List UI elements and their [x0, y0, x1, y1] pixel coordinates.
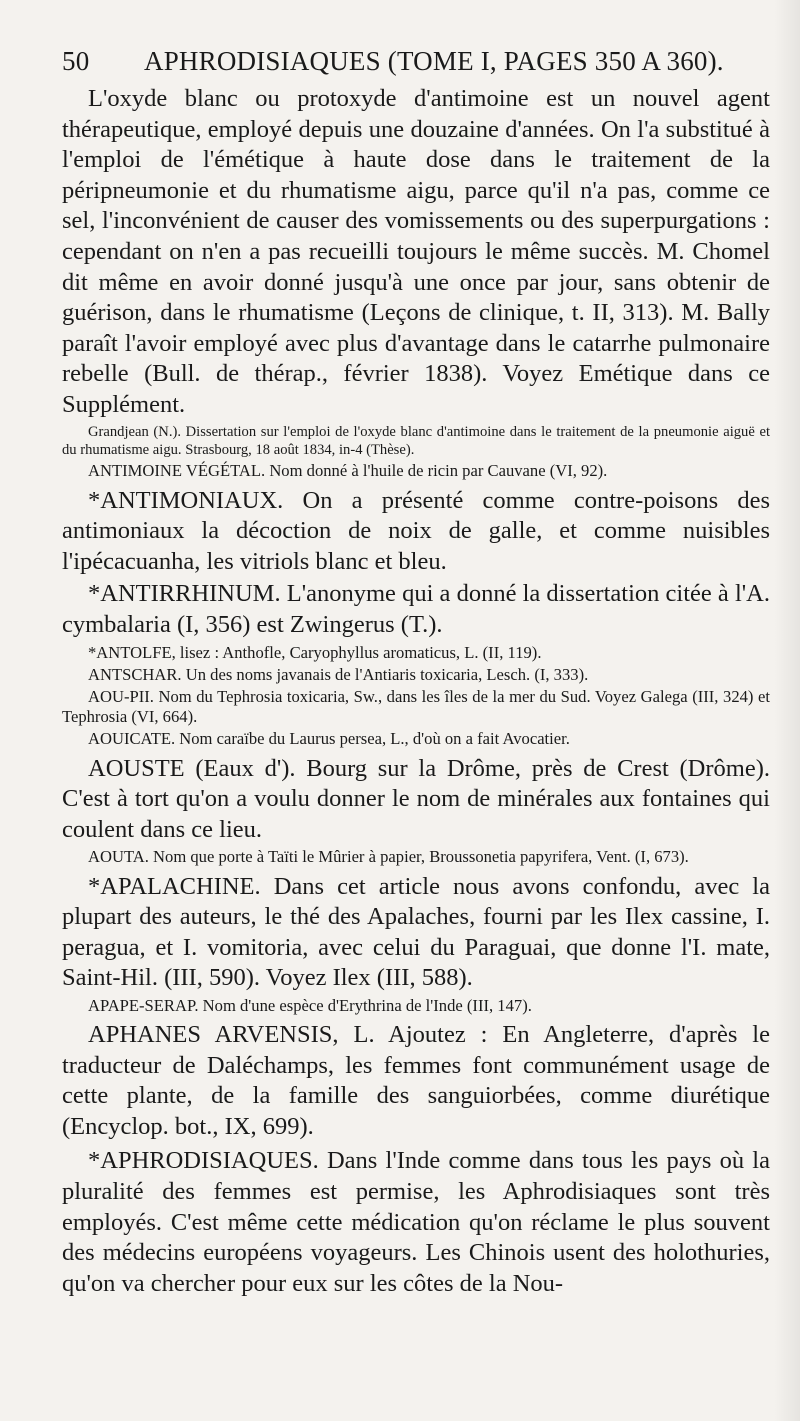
entry-aouicate: AOUICATE. Nom caraïbe du Laurus persea, L., d'où on a fait Avocatier.: [88, 729, 570, 749]
entry-aphrodisiaques: *APHRODISIAQUES. Dans l'Inde comme dans tous les pays où la pluralité des femmes est permise, les Aphrodisiaques sont très employés. C'est même cette médication qu'on réclame le plus souvent des médecins européens voyageurs. Les Chinois usent des holothuries, qu'on va chercher pour eux sur les côtes de la Nou-: [62, 1147, 770, 1297]
running-head: APHRODISIAQUES (TOME I, PAGES 350 A 360).: [144, 46, 724, 76]
entry-antimoine-vegetal: ANTIMOINE VÉGÉTAL. Nom donné à l'huile de ricin par Cauvane (VI, 92).: [88, 461, 608, 481]
paragraph-oxyde-blanc: L'oxyde blanc ou protoxyde d'antimoine est un nouvel agent thérapeutique, employé depuis une douzaine d'années. On l'a substitué à l'emploi de l'émétique à haute dose dans le traitement de la péripneumonie et du rhumatisme aigu, parce qu'il n'a pas, comme ce sel, l'inconvénient de causer des vomissements ou des superpurgations : cependant on n'en a pas recueilli toujours le même succès. M. Chomel dit même en avoir donné jusqu'à une once par jour, sans obtenir de guérison, dans le rhumatisme (Leçons de clinique, t. II, 313). M. Bally paraît l'avoir employé avec plus d'avantage dans le catarrhe pulmonaire rebelle (Bull. de thérap., février 1838). Voyez Emétique dans ce Supplément.: [62, 85, 770, 418]
entry-antirrhinum: *ANTIRRHINUM. L'anonyme qui a donné la dissertation citée à l'A. cymbalaria (I, 356) est Zwingerus (T.).: [62, 580, 770, 638]
entry-antimoniaux: *ANTIMONIAUX. On a présenté comme contre-poisons des antimoniaux la décoction de noix de galle, et comme nuisibles l'ipécacuanha, les vitriols blanc et bleu.: [62, 486, 770, 575]
page-header: [62, 44, 770, 84]
page-number: 50: [62, 46, 90, 76]
entry-apalachine: *APALACHINE. Dans cet article nous avons confondu, avec la plupart des auteurs, le thé des Apalaches, fourni par les Ilex cassine, I. peragua, et I. vomitoria, avec celui du Paraguai, que donne l'I. mate, Saint-Hil. (III, 590). Voyez Ilex (III, 588).: [62, 872, 770, 992]
entry-aou-pii: AOU-PII. Nom du Tephrosia toxicaria, Sw., dans les îles de la mer du Sud. Voyez Galega (III, 324) et Tephrosia (VI, 664).: [62, 686, 770, 727]
entry-antolfe: *ANTOLFE, lisez : Anthofle, Caryophyllus aromaticus, L. (II, 119).: [88, 642, 542, 662]
entry-aouste: AOUSTE (Eaux d'). Bourg sur la Drôme, près de Crest (Drôme). C'est à tort qu'on a voulu donner le nom de minérales aux fontaines qui coulent dans ce lieu.: [62, 754, 770, 843]
entry-aphanes-arvensis: APHANES ARVENSIS, L. Ajoutez : En Angleterre, d'après le traducteur de Daléchamps, les femmes font communément usage de cette plante, de la famille des sanguiorbées, comme diurétique (Encyclop. bot., IX, 699).: [62, 1021, 770, 1140]
entry-aouta: AOUTA. Nom que porte à Taïti le Mûrier à papier, Broussonetia papyrifera, Vent. (I, 673).: [88, 847, 689, 867]
entry-apape-serap: APAPE-SERAP. Nom d'une espèce d'Erythrina de l'Inde (III, 147).: [88, 995, 532, 1015]
page-edge-shadow: [774, 0, 800, 1421]
entry-antschar: ANTSCHAR. Un des noms javanais de l'Antiaris toxicaria, Lesch. (I, 333).: [88, 664, 589, 684]
bibliography-grandjean: Grandjean (N.). Dissertation sur l'emploi de l'oxyde blanc d'antimoine dans le traitement de la pneumonie aiguë et du rhumatisme aigu. Strasbourg, 18 août 1834, in-4 (Thèse).: [62, 423, 770, 458]
